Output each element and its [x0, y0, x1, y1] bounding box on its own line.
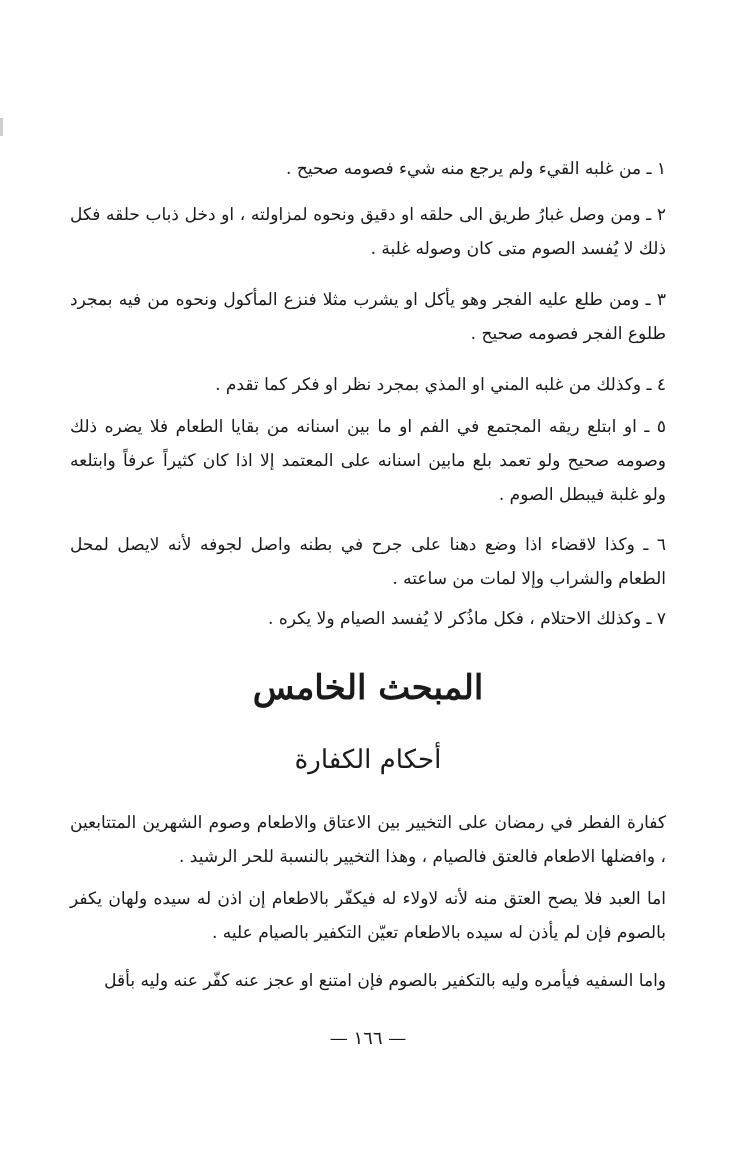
kaffara-paragraph-2: اما العبد فلا يصح العتق منه لأنه لاولاء له فيكفّر بالاطعام إن اذن له سيده ولهان يكفر بالصوم فإن لم يأذن له سيده بالاطعام تعيّن التكفير بالصيام عليه .	[70, 889, 666, 943]
scan-edge-mark	[0, 118, 3, 136]
section-subtitle: أحكام الكفارة	[294, 745, 442, 775]
paragraph-5: ٥ ـ او ابتلع ريقه المجتمع في الفم او ما بين اسنانه من بقايا الطعام فلا يضره ذلك وصومه صحيح ولو تعمد بلع مابين اسنانه على المعتمد إلا اذا كان كثيراً عرفاً وابتلعه ولو غلبة فيبطل الصوم .	[70, 417, 666, 505]
paragraph-6: ٦ ـ وكذا لاقضاء اذا وضع دهنا على جرح في بطنه واصل لجوفه لأنه لايصل لمحل الطعام والشراب وإلا لمات من ساعته .	[70, 535, 666, 589]
paragraph-1: ١ ـ من غلبه القيء ولم يرجع منه شيء فصومه صحيح .	[286, 159, 666, 179]
paragraph-4: ٤ ـ وكذلك من غلبه المني او المذي بمجرد نظر او فكر كما تقدم .	[215, 375, 666, 395]
paragraph-7: ٧ ـ وكذلك الاحتلام ، فكل ماذُكر لا يُفسد الصيام ولا يكره .	[268, 609, 666, 629]
paragraph-3: ٣ ـ ومن طلع عليه الفجر وهو يأكل او يشرب مثلا فنزع المأكول ونحوه من فيه بمجرد طلوع الفجر فصومه صحيح .	[70, 290, 666, 344]
kaffara-paragraph-1: كفارة الفطر في رمضان على التخيير بين الاعتاق والاطعام وصوم الشهرين المتتابعين ، وافضلها الاطعام فالعتق فالصيام ، وهذا التخيير بالنسبة للحر الرشيد .	[70, 813, 666, 867]
page-number: — ١٦٦ —	[329, 1028, 407, 1049]
section-title: المبحث الخامس	[252, 668, 484, 708]
kaffara-paragraph-3: واما السفيه فيأمره وليه بالتكفير بالصوم فإن امتنع او عجز عنه كفّر عنه وليه بأقل	[104, 971, 666, 991]
paragraph-2: ٢ ـ ومن وصل غبارُ طريق الى حلقه او دقيق ونحوه لمزاولته ، او دخل ذباب حلقه فكل ذلك لا يُفسد الصوم متى كان وصوله غلبة .	[70, 205, 666, 259]
